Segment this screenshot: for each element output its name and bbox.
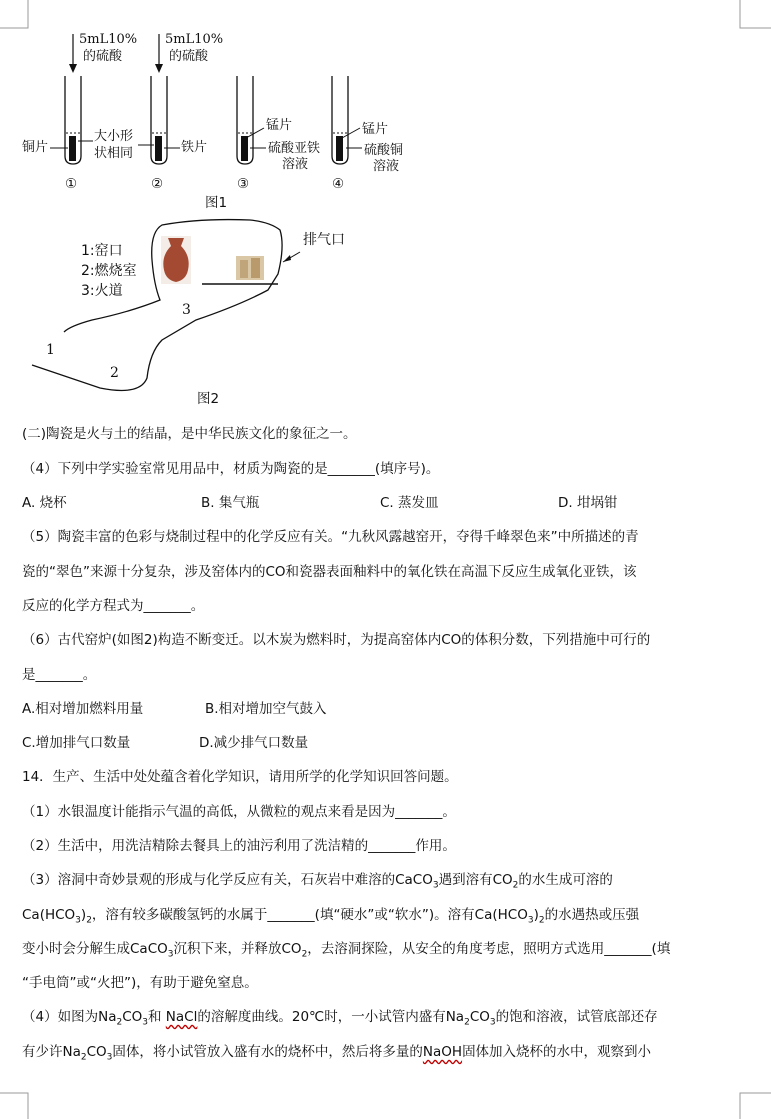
q6-option-c: C.增加排气口数量 (22, 735, 131, 751)
label-mn-3: 锰片 (266, 118, 293, 133)
label-mn-4: 锰片 (362, 122, 389, 137)
question-4: （4）下列中学实验室常见用品中，材质为陶瓷的是_______(填序号)。 (22, 461, 440, 477)
label-feso4-line1: 硫酸亚铁 (268, 141, 321, 156)
kiln-legend-2: 2:燃烧室 (81, 263, 137, 279)
question-14-2: （2）生活中，用洗洁精除去餐具上的油污利用了洗洁精的_______作用。 (22, 838, 456, 854)
q4-option-b: B. 集气瓶 (201, 495, 260, 511)
kiln-number-1: 1 (46, 342, 55, 358)
tube-number-2: ② (151, 176, 164, 192)
question-14: 14．生产、生活中处处蕴含着化学知识，请用所学的化学知识回答问题。 (22, 769, 458, 785)
q4-option-a: A. 烧杯 (22, 495, 67, 511)
label-copper: 铜片 (22, 140, 49, 155)
figure1-caption: 图1 (205, 195, 228, 211)
label-iron: 铁片 (181, 140, 208, 155)
question-5-line1: （5）陶瓷丰富的色彩与烧制过程中的化学反应有关。“九秋风露越窑开，夺得千峰翠色来”中所描述的青 (22, 529, 639, 545)
kiln-number-3: 3 (182, 302, 191, 318)
q4-option-d: D. 坩埚钳 (558, 495, 618, 511)
corner-mark-bottom-left (0, 1092, 30, 1119)
figure2-kiln-drawing (0, 0, 771, 400)
label-same-line2: 状相同 (94, 146, 134, 161)
figure2-caption: 图2 (197, 391, 220, 407)
acid-label-2-line1: 5mL10% (165, 32, 224, 47)
label-cuso4-line2: 溶液 (373, 159, 400, 174)
q6-option-b: B.相对增加空气鼓入 (205, 701, 327, 717)
q4-option-c: C. 蒸发皿 (380, 495, 439, 511)
tube-number-3: ③ (237, 176, 250, 192)
kiln-legend-1: 1:窑口 (81, 243, 123, 259)
pottery-piece-image (236, 256, 264, 280)
label-feso4-line2: 溶液 (282, 157, 309, 172)
tube-number-4: ④ (332, 176, 345, 192)
question-5-line3: 反应的化学方程式为_______。 (22, 598, 205, 614)
acid-label-1-line2: 的硫酸 (83, 49, 123, 64)
question-5-line2: 瓷的“翠色”来源十分复杂，涉及窑体内的CO和瓷器表面釉料中的氧化铁在高温下反应生成氧化亚铁，该 (22, 564, 637, 580)
kiln-number-2: 2 (110, 365, 119, 381)
question-14-3-line1: （3）溶洞中奇妙景观的形成与化学反应有关，石灰岩中难溶的CaCO$_3$遇到溶有$CO_2$的水生成可溶的 (22, 872, 613, 891)
question-14-3-line2: $Ca(HCO_3)_2$，溶有较多碳酸氢钙的水属于_______(填“硬水”或“软水”)。溶有$Ca(HCO_3)_2$的水遇热或压强 (22, 907, 640, 926)
label-cuso4-line1: 硫酸铜 (364, 143, 404, 158)
exhaust-port-label: 排气口 (303, 232, 345, 248)
tube-number-1: ① (65, 176, 78, 192)
q6-option-a: A.相对增加燃料用量 (22, 701, 144, 717)
section-2-intro: (二)陶瓷是火与土的结晶，是中华民族文化的象征之一。 (22, 426, 357, 442)
acid-label-2-line2: 的硫酸 (169, 49, 209, 64)
corner-mark-bottom-right (738, 1092, 771, 1119)
question-6-line1: （6）古代窑炉(如图2)构造不断变迁。以木炭为燃料时，为提高窑体内CO的体积分数，下列措施中可行的 (22, 632, 651, 648)
acid-label-1-line1: 5mL10% (79, 32, 138, 47)
label-same-line1: 大小形 (94, 129, 134, 144)
kiln-legend-3: 3:火道 (81, 283, 123, 299)
question-14-3-line4: “手电筒”或“火把”)，有助于避免窒息。 (22, 975, 258, 991)
vase-image (161, 236, 191, 284)
question-6-line2: 是_______。 (22, 667, 97, 683)
q6-option-d: D.减少排气口数量 (199, 735, 309, 751)
question-14-1: （1）水银温度计能指示气温的高低，从微粒的观点来看是因为_______。 (22, 804, 456, 820)
question-14-4-line2: 有少许$Na_2CO_3$固体，将小试管放入盛有水的烧杯中，然后将多量的NaOH固体加入烧杯的水中，观察到小 (22, 1044, 652, 1063)
question-14-3-line3: 变小时会分解生成CaCO$_3$沉积下来，并释放$CO_2$，去溶洞探险，从安全的角度考虑，照明方式选用_______(填 (22, 941, 671, 960)
question-14-4-line1: （4）如图为$Na_2CO_3$和 NaCl的溶解度曲线。20℃时，一小试管内盛有$Na_2CO_3$的饱和溶液，试管底部还存 (22, 1009, 658, 1028)
